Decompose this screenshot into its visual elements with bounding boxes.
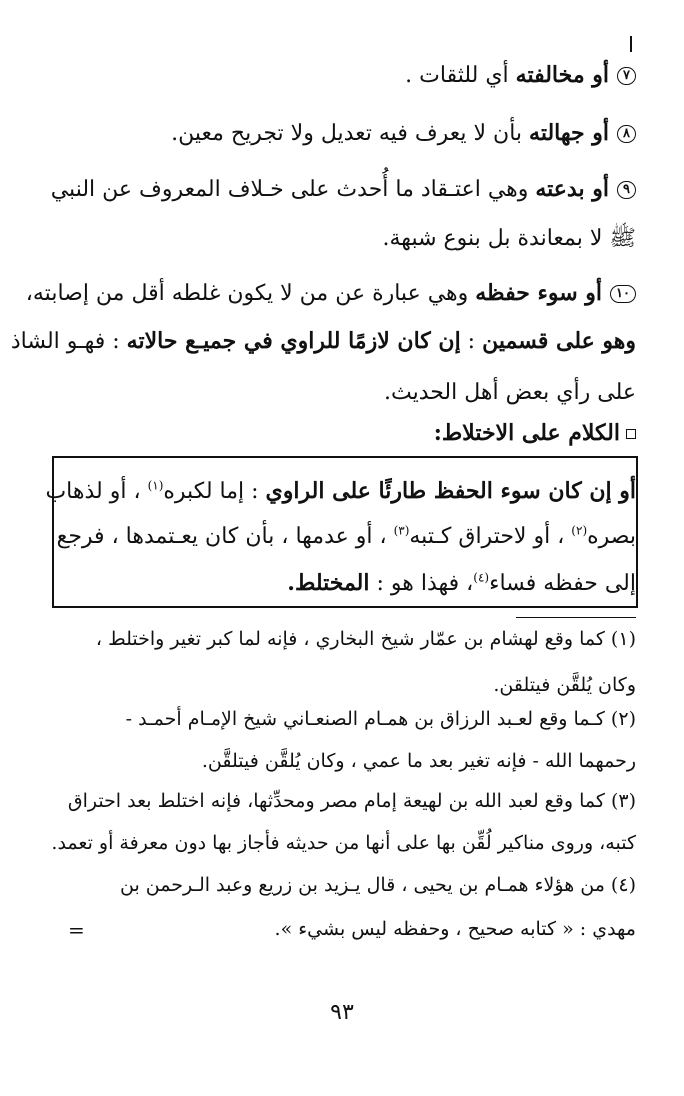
footnote-ref: (٣) xyxy=(393,523,410,538)
section-heading xyxy=(48,416,636,450)
box-line-3 xyxy=(48,566,636,601)
item-number-badge: ٨ xyxy=(617,125,636,143)
division-bold-2: إن كان لازمًا للراوي في جميـع حالاته xyxy=(126,328,461,354)
item-number-badge: ٧ xyxy=(617,67,636,85)
footnote-1-continued: وكان يُلقَّن فيتلقن. xyxy=(493,674,636,696)
item-number-badge: ٩ xyxy=(617,181,636,199)
continuation-mark: = xyxy=(68,918,85,942)
division-text-3: على رأي بعض أهل الحديث. xyxy=(383,380,636,405)
box-text: ، أو لذهاب xyxy=(45,479,148,504)
item-text: وهي اعتـقاد ما أُحدث على خـلاف المعروف عن النبي xyxy=(50,177,536,202)
box-text: ، أو عدمها ، بأن كان يعـتمدها ، فرجع xyxy=(56,524,394,549)
list-item-7 xyxy=(48,58,636,93)
box-line-2 xyxy=(48,520,636,554)
footnote-4-continued: مهدي : « كتابه صحيح ، وحفظه ليس بشيء ». xyxy=(274,918,636,940)
footnote-ref: (٢) xyxy=(571,523,588,538)
division-text-1: : xyxy=(460,329,483,354)
square-bullet-icon xyxy=(626,429,636,439)
list-item-8 xyxy=(48,116,636,151)
division-paragraph-continued xyxy=(48,376,636,410)
list-item-9-continued xyxy=(48,222,636,256)
footnote-3-continued: كتبه، وروى مناكير لُقِّن بها على أنها من حديثه فأجاز بها دون معرفة أو تعمد. xyxy=(51,832,636,854)
footnote-4: (٤) من هؤلاء همـام بن يحيى ، قال يـزيد بن زريع وعبد الـرحمن بن xyxy=(119,874,636,896)
item-text: بأن لا يعرف فيه تعديل ولا تجريح معين. xyxy=(171,121,530,146)
box-text: إلى حفظه فساء xyxy=(489,571,636,596)
footnote-1: (١) كما وقع لهشام بن عمّار شيخ البخاري ، فإنه لما كبر تغير واختلط ، xyxy=(95,628,636,650)
box-bold-term: المختلط. xyxy=(287,570,370,596)
division-bold-1: وهو على قسمين xyxy=(482,328,636,354)
footnote-3: (٣) كما وقع لعبد الله بن لهيعة إمام مصر ومحدِّثها، فإنه اختلط بعد احتراق xyxy=(67,790,636,812)
item-bold-label: أو بدعته xyxy=(535,176,610,202)
division-paragraph xyxy=(10,324,636,359)
box-bold-text: أو إن كان سوء الحفظ طارئًا على الراوي xyxy=(265,478,636,504)
footnote-2: (٢) كـما وقع لعـبد الرزاق بن همـام الصنعـاني شيخ الإمـام أحمـد - xyxy=(125,708,636,730)
footnote-ref: (٤) xyxy=(473,570,490,585)
footnote-ref: (١) xyxy=(147,478,164,493)
footnote-2-continued: رحمهما الله - فإنه تغير بعد ما عمي ، وكان يُلقَّن فيتلقَّن. xyxy=(201,750,636,772)
footnote-separator xyxy=(516,617,636,618)
box-text: بصره xyxy=(587,524,636,549)
box-line-1 xyxy=(45,474,636,509)
box-text: : إما لكبره xyxy=(163,479,266,504)
box-text: ، فهذا هو : xyxy=(369,571,474,596)
margin-mark xyxy=(630,36,632,52)
item-bold-label: أو مخالفته xyxy=(515,62,610,88)
page-number: ٩٣ xyxy=(330,1000,354,1025)
item-bold-label: أو جهالته xyxy=(529,120,610,146)
item-text: أي للثقات . xyxy=(405,63,516,88)
item-text: ﷺ لا بمعاندة بل بنوع شبهة. xyxy=(382,226,636,251)
list-item-9 xyxy=(48,172,636,207)
box-text: ، أو لاحتراق كـتبه xyxy=(409,524,572,549)
list-item-10 xyxy=(25,276,636,311)
item-number-badge: ١٠ xyxy=(610,285,636,303)
item-text: وهي عبارة عن من لا يكون غلطه أقل من إصابته، xyxy=(25,281,476,306)
item-bold-label: أو سوء حفظه xyxy=(475,280,603,306)
division-text-2: : فهـو الشاذ xyxy=(10,329,127,354)
section-heading-text: الكلام على الاختلاط: xyxy=(433,420,620,446)
